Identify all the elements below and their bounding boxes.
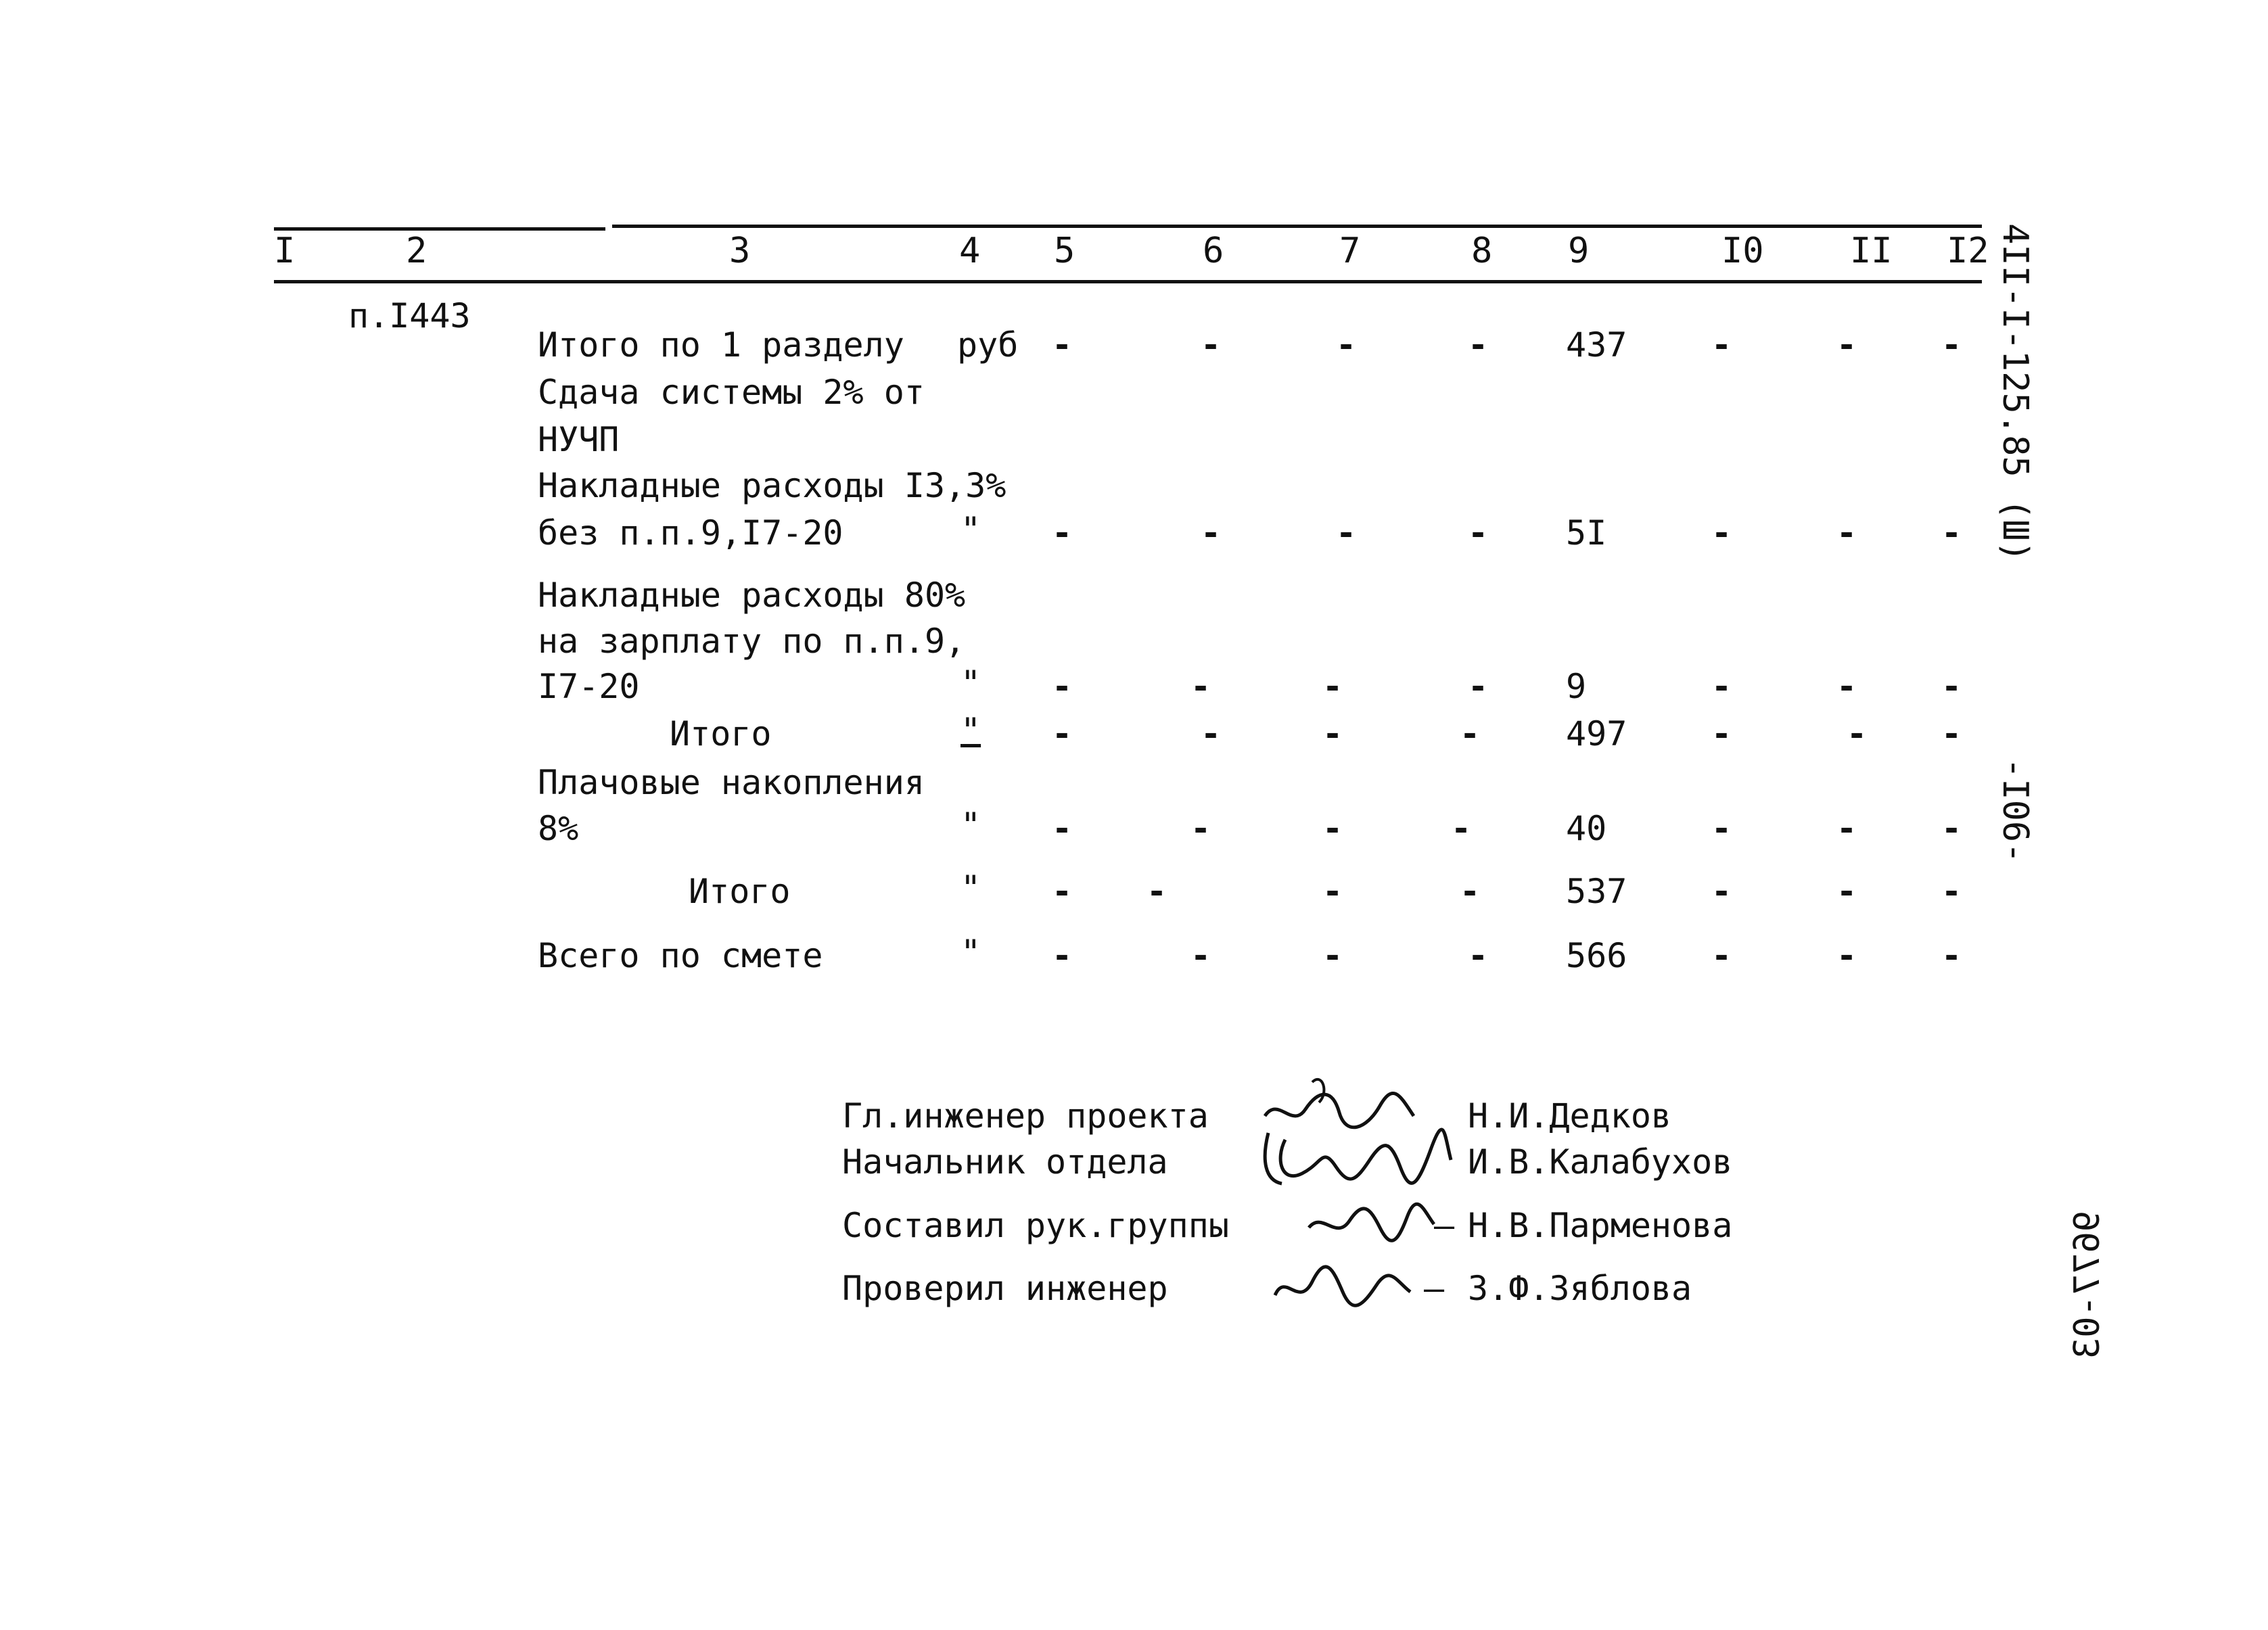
signature-role: Начальник отдела xyxy=(842,1142,1168,1182)
cell-dash: - xyxy=(1052,667,1073,706)
col-header-6: 6 xyxy=(1203,231,1224,271)
signature-name: Н.И.Дедков xyxy=(1468,1096,1672,1136)
cell-dash: - xyxy=(1847,714,1868,753)
cell-dash: - xyxy=(1468,936,1489,975)
signature-name: И.В.Калабухов xyxy=(1468,1142,1733,1182)
row-unit: " xyxy=(961,933,981,972)
cell-dash: - xyxy=(1052,872,1073,911)
cell-dash: - xyxy=(1836,809,1857,848)
cell-dash: - xyxy=(1201,714,1222,753)
document-code: 4II-I-125.85 (Ш) xyxy=(1995,223,2035,562)
cell-dash: - xyxy=(1836,872,1857,911)
cell-dash: - xyxy=(1190,936,1211,975)
cell-dash: - xyxy=(1052,809,1073,848)
signature-dash: – xyxy=(1424,1269,1445,1308)
cell-dash: - xyxy=(1941,714,1962,753)
cell-dash: - xyxy=(1836,513,1857,553)
row-value: 437 xyxy=(1566,325,1627,365)
cell-dash: - xyxy=(1941,513,1962,553)
cell-dash: - xyxy=(1836,936,1857,975)
row-unit: " xyxy=(961,510,981,549)
col-header-12: I2 xyxy=(1947,231,1989,271)
cell-dash: - xyxy=(1190,809,1211,848)
signature-dash: – xyxy=(1434,1206,1455,1245)
cell-dash: - xyxy=(1201,325,1222,365)
row-label: Всего по смете xyxy=(538,936,823,975)
header-bottom-rule xyxy=(274,280,1982,283)
row-label: без п.п.9,I7-20 xyxy=(538,513,843,553)
cell-dash: - xyxy=(1336,513,1357,553)
cell-dash: - xyxy=(1451,809,1472,848)
row-unit: " xyxy=(961,711,981,750)
col-header-5: 5 xyxy=(1054,231,1075,271)
row-value: 9 xyxy=(1566,667,1587,706)
signature-handwriting xyxy=(1268,1255,1417,1315)
signature-name: З.Ф.Зяблова xyxy=(1468,1269,1692,1308)
row-value: 537 xyxy=(1566,872,1627,911)
cell-dash: - xyxy=(1941,809,1962,848)
document-number: 9677-03 xyxy=(2067,1211,2108,1359)
reference-number: п.I443 xyxy=(348,296,471,335)
cell-dash: - xyxy=(1941,667,1962,706)
cell-dash: - xyxy=(1460,872,1481,911)
cell-dash: - xyxy=(1468,667,1489,706)
signature-role: Проверил инженер xyxy=(842,1269,1168,1308)
cell-dash: - xyxy=(1836,667,1857,706)
cell-dash: - xyxy=(1052,513,1073,553)
row-label: Итого xyxy=(689,872,791,911)
row-unit: " xyxy=(961,806,981,845)
row-label: на зарплату по п.п.9, xyxy=(538,622,966,661)
row-label: 8% xyxy=(538,809,579,848)
cell-dash: - xyxy=(1322,667,1343,706)
signature-handwriting xyxy=(1255,1119,1458,1201)
row-value: 497 xyxy=(1566,714,1627,753)
row-label: Накладные расходы 80% xyxy=(538,576,966,615)
cell-dash: - xyxy=(1322,936,1343,975)
cell-dash: - xyxy=(1711,936,1732,975)
cell-dash: - xyxy=(1941,872,1962,911)
cell-dash: - xyxy=(1322,872,1343,911)
cell-dash: - xyxy=(1052,936,1073,975)
cell-dash: - xyxy=(1322,809,1343,848)
row-unit: " xyxy=(961,663,981,703)
col-header-7: 7 xyxy=(1339,231,1361,271)
cell-dash: - xyxy=(1147,872,1167,911)
cell-dash: - xyxy=(1711,714,1732,753)
row-value: 566 xyxy=(1566,936,1627,975)
row-label: I7-20 xyxy=(538,667,640,706)
cell-dash: - xyxy=(1468,325,1489,365)
col-header-3: 3 xyxy=(729,231,751,271)
col-header-9: 9 xyxy=(1568,231,1590,271)
signature-role: Гл.инженер проекта xyxy=(842,1096,1209,1136)
signature-handwriting xyxy=(1302,1190,1437,1251)
header-top-rule-left xyxy=(274,227,605,231)
row-value: 5I xyxy=(1566,513,1607,553)
cell-dash: - xyxy=(1941,936,1962,975)
col-header-11: II xyxy=(1850,231,1893,271)
row-label: НУЧП xyxy=(538,420,620,459)
cell-dash: - xyxy=(1711,872,1732,911)
row-label: Плачовые накопления xyxy=(538,763,925,802)
row-label: Итого xyxy=(670,714,772,753)
row-unit: " xyxy=(961,868,981,908)
cell-dash: - xyxy=(1468,513,1489,553)
row-label: Итого по 1 разделу xyxy=(538,325,904,365)
cell-dash: - xyxy=(1190,667,1211,706)
row-value: 40 xyxy=(1566,809,1607,848)
cell-dash: - xyxy=(1711,809,1732,848)
col-header-1: I xyxy=(274,231,296,271)
cell-dash: - xyxy=(1711,667,1732,706)
cell-dash: - xyxy=(1711,513,1732,553)
cell-dash: - xyxy=(1322,714,1343,753)
col-header-4: 4 xyxy=(959,231,981,271)
signature-name: Н.В.Парменова xyxy=(1468,1206,1733,1245)
page-number: -I06- xyxy=(1995,758,2035,864)
cell-dash: - xyxy=(1836,325,1857,365)
cell-dash: - xyxy=(1336,325,1357,365)
cell-dash: - xyxy=(1941,325,1962,365)
cell-dash: - xyxy=(1201,513,1222,553)
row-unit: руб xyxy=(957,325,1019,365)
header-top-rule-right xyxy=(612,225,1982,228)
signature-role: Составил рук.группы xyxy=(842,1206,1229,1245)
cell-dash: - xyxy=(1711,325,1732,365)
col-header-8: 8 xyxy=(1471,231,1493,271)
cell-dash: - xyxy=(1460,714,1481,753)
col-header-10: I0 xyxy=(1721,231,1764,271)
cell-dash: - xyxy=(1052,325,1073,365)
row-label: Накладные расходы I3,3% xyxy=(538,466,1006,505)
cell-dash: - xyxy=(1052,714,1073,753)
col-header-2: 2 xyxy=(406,231,427,271)
row-label: Сдача системы 2% от xyxy=(538,373,925,412)
